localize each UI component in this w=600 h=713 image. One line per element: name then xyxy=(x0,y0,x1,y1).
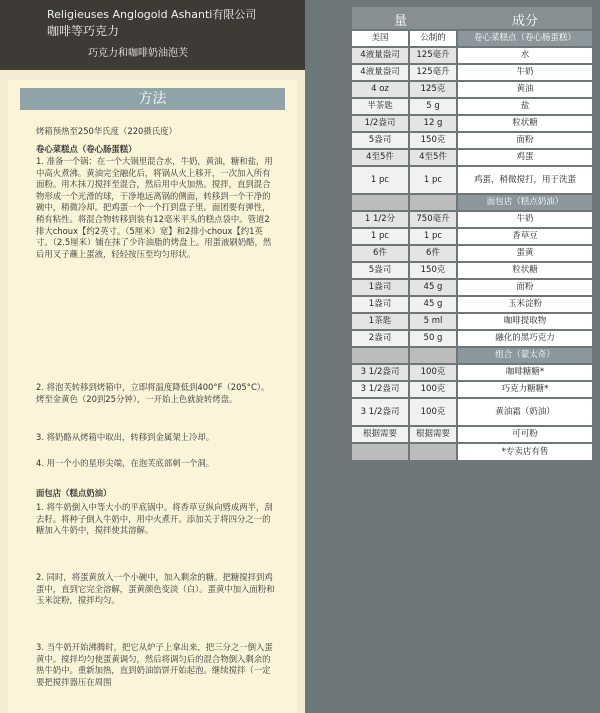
ingredient-name: *专卖店有售 xyxy=(458,444,592,460)
us-measure: 6件 xyxy=(352,246,408,261)
us-measure: 1 pc xyxy=(352,229,408,244)
ingredient-row xyxy=(352,99,592,114)
cream-step-1: 1. 将牛奶倒入中等大小的平底锅中。将香草豆纵向劈成两半，刮去籽。将种子倒入牛奶中，用中火煮开。添加关于将四分之一的糖加入牛奶中，搅拌使其溶解。 xyxy=(36,502,273,536)
ingredient-name: 面粉 xyxy=(458,280,592,295)
us-measure: 4至5件 xyxy=(352,150,408,165)
ingredient-name: 融化的黑巧克力 xyxy=(458,331,592,346)
product-name: 咖啡等巧克力 xyxy=(47,24,120,38)
metric-measure: 100克 xyxy=(410,365,456,380)
method-title: 方法 xyxy=(20,88,285,110)
ingredient-row xyxy=(352,150,592,165)
us-measure: 3 1/2盎司 xyxy=(352,382,408,397)
ingredient-name: 牛奶 xyxy=(458,65,592,80)
ingredient-row xyxy=(352,82,592,97)
ingredient-row xyxy=(352,65,592,80)
ingredient-row xyxy=(352,229,592,244)
ingredients-table xyxy=(352,7,592,457)
us-measure: 4 oz xyxy=(352,82,408,97)
metric-measure: 公制的 xyxy=(410,31,456,46)
metric-measure: 750毫升 xyxy=(410,212,456,227)
metric-measure: 150克 xyxy=(410,263,456,278)
us-measure: 美国 xyxy=(352,31,408,46)
brand-name: Religieuses Anglogold Ashanti有限公司 xyxy=(47,8,257,21)
us-measure xyxy=(352,444,408,460)
ingredient-heading: 成分 xyxy=(512,14,539,29)
metric-measure: 5 ml xyxy=(410,314,456,329)
ingredient-name: 牛奶 xyxy=(458,212,592,227)
ingredient-name: 面粉 xyxy=(458,133,592,148)
choux-step-1: 1. 准备一个锅：在一个大锅里混合水，牛奶，黄油，糖和盐，用中高火煮沸。黄油完全融化后，将锅从火上移开，一次加入所有面粉。用木抹刀搅拌至混合，然后用中火加热。搅拌，直到混合物形成一个光滑的球，干净地远离锅的侧面，转移到一个干净的碗中，稍微冷却。把鸡蛋一个一个打到盘子里。面团要有弹性，稍有粘性。将混合物转移到装有12毫米平头的糕点袋中。管道2排大choux【约2英寸。（5厘米）宽】和2排小choux【约1英寸。（2.5厘米）铺在抹了少许油脂的烤盘上。用蛋液刷奶酪，然后用叉子蘸上蛋液，轻轻按压至均匀形状。 xyxy=(36,156,273,259)
ingredient-name: 香草豆 xyxy=(458,229,592,244)
ingredient-name: 鸡蛋 xyxy=(458,150,592,165)
metric-measure: 12 g xyxy=(410,116,456,131)
us-measure xyxy=(352,348,408,363)
ingredient-row xyxy=(352,365,592,380)
metric-measure: 5 g xyxy=(410,99,456,114)
metric-measure: 45 g xyxy=(410,297,456,312)
us-measure: 4液量盎司 xyxy=(352,65,408,80)
metric-measure: 100克 xyxy=(410,382,456,397)
metric-measure: 125毫升 xyxy=(410,48,456,63)
ingredient-row xyxy=(352,331,592,346)
us-measure: 5盎司 xyxy=(352,263,408,278)
ingredient-name: 咖啡糖糖* xyxy=(458,365,592,380)
ingredient-name: 蛋黄 xyxy=(458,246,592,261)
ingredient-row xyxy=(352,348,592,363)
ingredient-name: 黄油霜（奶油） xyxy=(458,399,592,425)
metric-measure: 50 g xyxy=(410,331,456,346)
cream-step-3: 3. 当牛奶开始沸腾时，把它从炉子上拿出来，把三分之一倒入蛋黄中。搅拌均匀使蛋黄调匀，然后将调匀后的混合物倒入剩余的热牛奶中。重新加热，直到奶油馅饼开始起泡。继续搅拌（一定要把搅拌器压在周围 xyxy=(36,642,273,687)
ingredient-row xyxy=(352,48,592,63)
metric-measure xyxy=(410,444,456,460)
ingredient-row xyxy=(352,314,592,329)
ingredient-row xyxy=(352,195,592,210)
ingredient-name: 面包店（糕点奶油） xyxy=(458,195,592,210)
ingredient-name: 可可粉 xyxy=(458,427,592,442)
ingredient-row xyxy=(352,297,592,312)
choux-step-3: 3. 将奶酪从烤箱中取出，转移到金属架上冷却。 xyxy=(36,432,215,442)
us-measure: 5盎司 xyxy=(352,133,408,148)
recipe-header xyxy=(0,0,305,70)
metric-measure: 150克 xyxy=(410,133,456,148)
metric-measure: 100克 xyxy=(410,399,456,425)
us-measure: 根据需要 xyxy=(352,427,408,442)
metric-measure xyxy=(410,348,456,363)
ingredient-name: 卷心菜糕点（卷心肠蛋糕） xyxy=(458,31,592,46)
ingredient-row xyxy=(352,212,592,227)
ingredient-name: 粒状糖 xyxy=(458,116,592,131)
metric-measure: 1 pc xyxy=(410,167,456,193)
ingredients-title-bar xyxy=(352,7,592,29)
ingredient-row xyxy=(352,444,592,460)
ingredient-row xyxy=(352,133,592,148)
oven-instruction: 烤箱预热至250华氏度（220摄氏度） xyxy=(36,126,177,136)
cream-step-2: 2. 同时，将蛋黄放入一个小碗中，加入剩余的糖。把糖搅拌到鸡蛋中，直到它完全溶解，蛋黄颜色变淡（白）。蛋黄中加入面粉和玉米淀粉，搅拌均匀。 xyxy=(36,572,275,606)
ingredient-row xyxy=(352,246,592,261)
metric-measure: 125毫升 xyxy=(410,65,456,80)
metric-measure: 45 g xyxy=(410,280,456,295)
us-measure: 半茶匙 xyxy=(352,99,408,114)
us-measure: 3 1/2盎司 xyxy=(352,399,408,425)
ingredient-row xyxy=(352,382,592,397)
us-measure: 1 1/2分 xyxy=(352,212,408,227)
choux-step-4: 4. 用一个小的星形尖端，在泡芙底部刺一个洞。 xyxy=(36,458,215,468)
us-measure: 1盎司 xyxy=(352,297,408,312)
us-measure: 3 1/2盎司 xyxy=(352,365,408,380)
us-measure: 4液量盎司 xyxy=(352,48,408,63)
us-measure: 1茶匙 xyxy=(352,314,408,329)
us-measure: 1 pc xyxy=(352,167,408,193)
metric-measure: 4至5件 xyxy=(410,150,456,165)
ingredient-name: 组合（蒙太奇） xyxy=(458,348,592,363)
ingredient-row xyxy=(352,399,592,425)
ingredient-name: 盐 xyxy=(458,99,592,114)
recipe-subtitle: 巧克力和咖啡奶油泡芙 xyxy=(88,48,188,59)
ingredient-name: 巧克力糖糖* xyxy=(458,382,592,397)
ingredient-name: 咖啡提取物 xyxy=(458,314,592,329)
ingredient-row xyxy=(352,167,592,193)
metric-measure: 1 pc xyxy=(410,229,456,244)
metric-measure: 125克 xyxy=(410,82,456,97)
ingredient-name: 粒状糖 xyxy=(458,263,592,278)
us-measure: 2盎司 xyxy=(352,331,408,346)
qty-heading: 量 xyxy=(394,14,408,29)
ingredient-name: 水 xyxy=(458,48,592,63)
us-measure: 1盎司 xyxy=(352,280,408,295)
us-measure xyxy=(352,195,408,210)
metric-measure: 根据需要 xyxy=(410,427,456,442)
ingredient-row xyxy=(352,31,592,46)
metric-measure: 6件 xyxy=(410,246,456,261)
section-title-cream: 面包店（糕点奶油） xyxy=(36,488,112,498)
ingredient-row xyxy=(352,116,592,131)
ingredient-row xyxy=(352,263,592,278)
ingredient-name: 玉米淀粉 xyxy=(458,297,592,312)
metric-measure xyxy=(410,195,456,210)
section-title-choux: 卷心菜糕点（卷心肠蛋糕） xyxy=(36,144,137,154)
ingredient-name: 黄油 xyxy=(458,82,592,97)
ingredient-row xyxy=(352,427,592,442)
us-measure: 1/2盎司 xyxy=(352,116,408,131)
ingredient-name: 鸡蛋，稍微搅打，用于洗蛋 xyxy=(458,167,592,193)
ingredient-row xyxy=(352,280,592,295)
choux-step-2: 2. 将泡芙转移到烤箱中，立即将温度降低到400°F（205°C）。烤至金黄色（20到25分钟），一开始上色就旋转烤盘。 xyxy=(36,382,270,404)
